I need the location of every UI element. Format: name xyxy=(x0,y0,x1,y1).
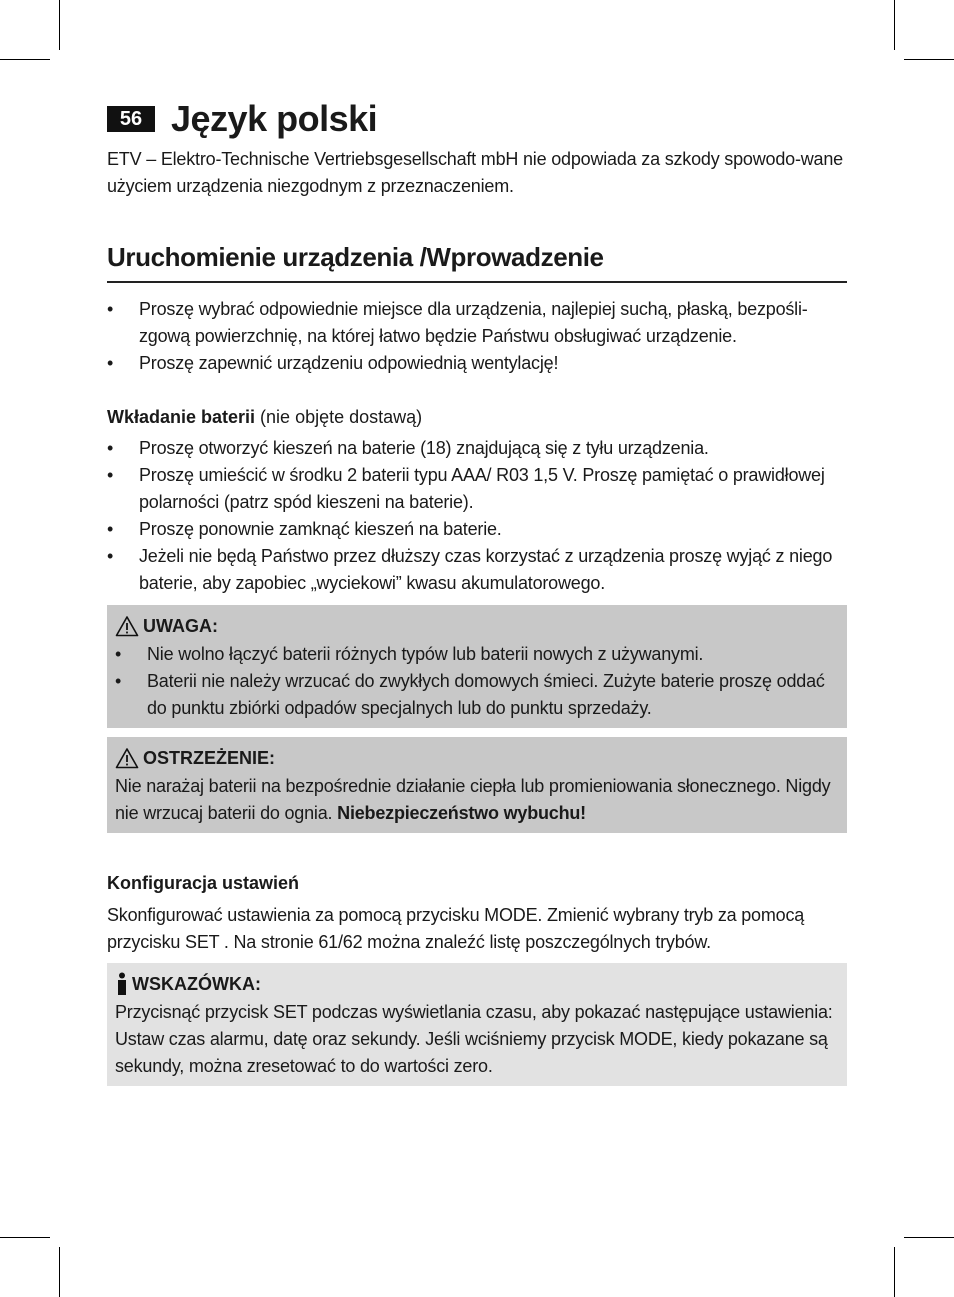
hint-header xyxy=(115,969,839,999)
hint-text: Przycisnąć przycisk SET podczas wyświetlania czasu, aby pokazać następujące ustawienia: Ustaw czas alarmu, datę oraz sekundy. Jeśli wciśniemy przycisk MODE, kiedy pokazane są sekundy, można zresetować to do wartości zero. xyxy=(115,1002,833,1076)
config-heading: Konfiguracja ustawień xyxy=(107,873,300,893)
crop-mark xyxy=(894,0,895,50)
warning-triangle-icon xyxy=(115,747,139,769)
warning-header xyxy=(115,743,839,773)
caution-header xyxy=(115,611,839,641)
batteries-heading-note: (nie objęte dostawą) xyxy=(255,407,423,427)
info-icon xyxy=(115,972,129,996)
list-item: • Proszę zapewnić urządzeniu odpowiednią wentylację! xyxy=(107,350,847,377)
batteries-list xyxy=(107,435,847,597)
page-title: Język polski xyxy=(171,98,378,139)
list-item: • Nie wolno łączyć baterii różnych typów lub baterii nowych z używanymi. xyxy=(115,641,839,668)
list-item: • Proszę umieścić w środku 2 baterii typu AAA/ R03 1,5 V. Proszę pamiętać o prawidłowej polarności (patrz spód kieszeni na baterie). xyxy=(107,462,847,516)
hint-label: WSKAZÓWKA: xyxy=(132,974,261,994)
crop-mark xyxy=(0,59,50,60)
intro-paragraph: ETV – Elektro-Technische Vertriebsgesellschaft mbH nie odpowiada za szkody spowodo-wane użyciem urządzenia niezgodnym z przeznaczeniem. xyxy=(107,149,843,196)
caution-list xyxy=(115,641,839,722)
batteries-heading xyxy=(107,404,847,431)
warning-box xyxy=(107,737,847,833)
crop-mark xyxy=(59,1247,60,1297)
warning-text xyxy=(115,773,839,827)
setup-list xyxy=(107,296,847,377)
crop-mark xyxy=(59,0,60,50)
page-number: 56 xyxy=(107,106,155,132)
warning-text-main: Nie narażaj baterii na bezpośrednie działanie ciepła lub promieniowania słonecznego. Nigdy nie wrzucaj baterii do ognia. xyxy=(115,776,831,823)
caution-label: UWAGA: xyxy=(143,616,218,636)
warning-label: OSTRZEŻENIE: xyxy=(143,748,276,768)
crop-mark xyxy=(0,1237,50,1238)
list-item: • Baterii nie należy wrzucać do zwykłych domowych śmieci. Zużyte baterie proszę oddać do punktu zbiórki odpadów specjalnych lub do punktu sprzedaży. xyxy=(115,668,839,722)
warning-text-bold: Niebezpieczeństwo wybuchu! xyxy=(337,803,586,823)
warning-triangle-icon xyxy=(115,615,139,637)
crop-mark xyxy=(904,59,954,60)
hint-box xyxy=(107,963,847,1086)
list-item: • Jeżeli nie będą Państwo przez dłuższy czas korzystać z urządzenia proszę wyjąć z niego baterie, aby zapobiec „wyciekowi” kwasu akumulatorowego. xyxy=(107,543,847,597)
crop-mark xyxy=(894,1247,895,1297)
list-item: • Proszę wybrać odpowiednie miejsce dla urządzenia, najlepiej suchą, płaską, bezpośli-zgową powierzchnię, na której łatwo będzie Państwu obsługiwać urządzenie. xyxy=(107,296,847,350)
batteries-heading-bold: Wkładanie baterii xyxy=(107,407,256,427)
manual-page xyxy=(107,96,847,1086)
config-text: Skonfigurować ustawienia za pomocą przycisku MODE. Zmienić wybrany tryb za pomocą przycisku SET . Na stronie 61/62 można znaleźć listę poszczególnych trybów. xyxy=(107,905,805,952)
crop-mark xyxy=(904,1237,954,1238)
list-item: • Proszę ponownie zamknąć kieszeń na baterie. xyxy=(107,516,847,543)
page-header xyxy=(107,96,847,142)
list-item: • Proszę otworzyć kieszeń na baterie (18) znajdującą się z tyłu urządzenia. xyxy=(107,435,847,462)
caution-box xyxy=(107,605,847,728)
section-title: Uruchomienie urządzenia /Wprowadzenie xyxy=(107,242,847,283)
